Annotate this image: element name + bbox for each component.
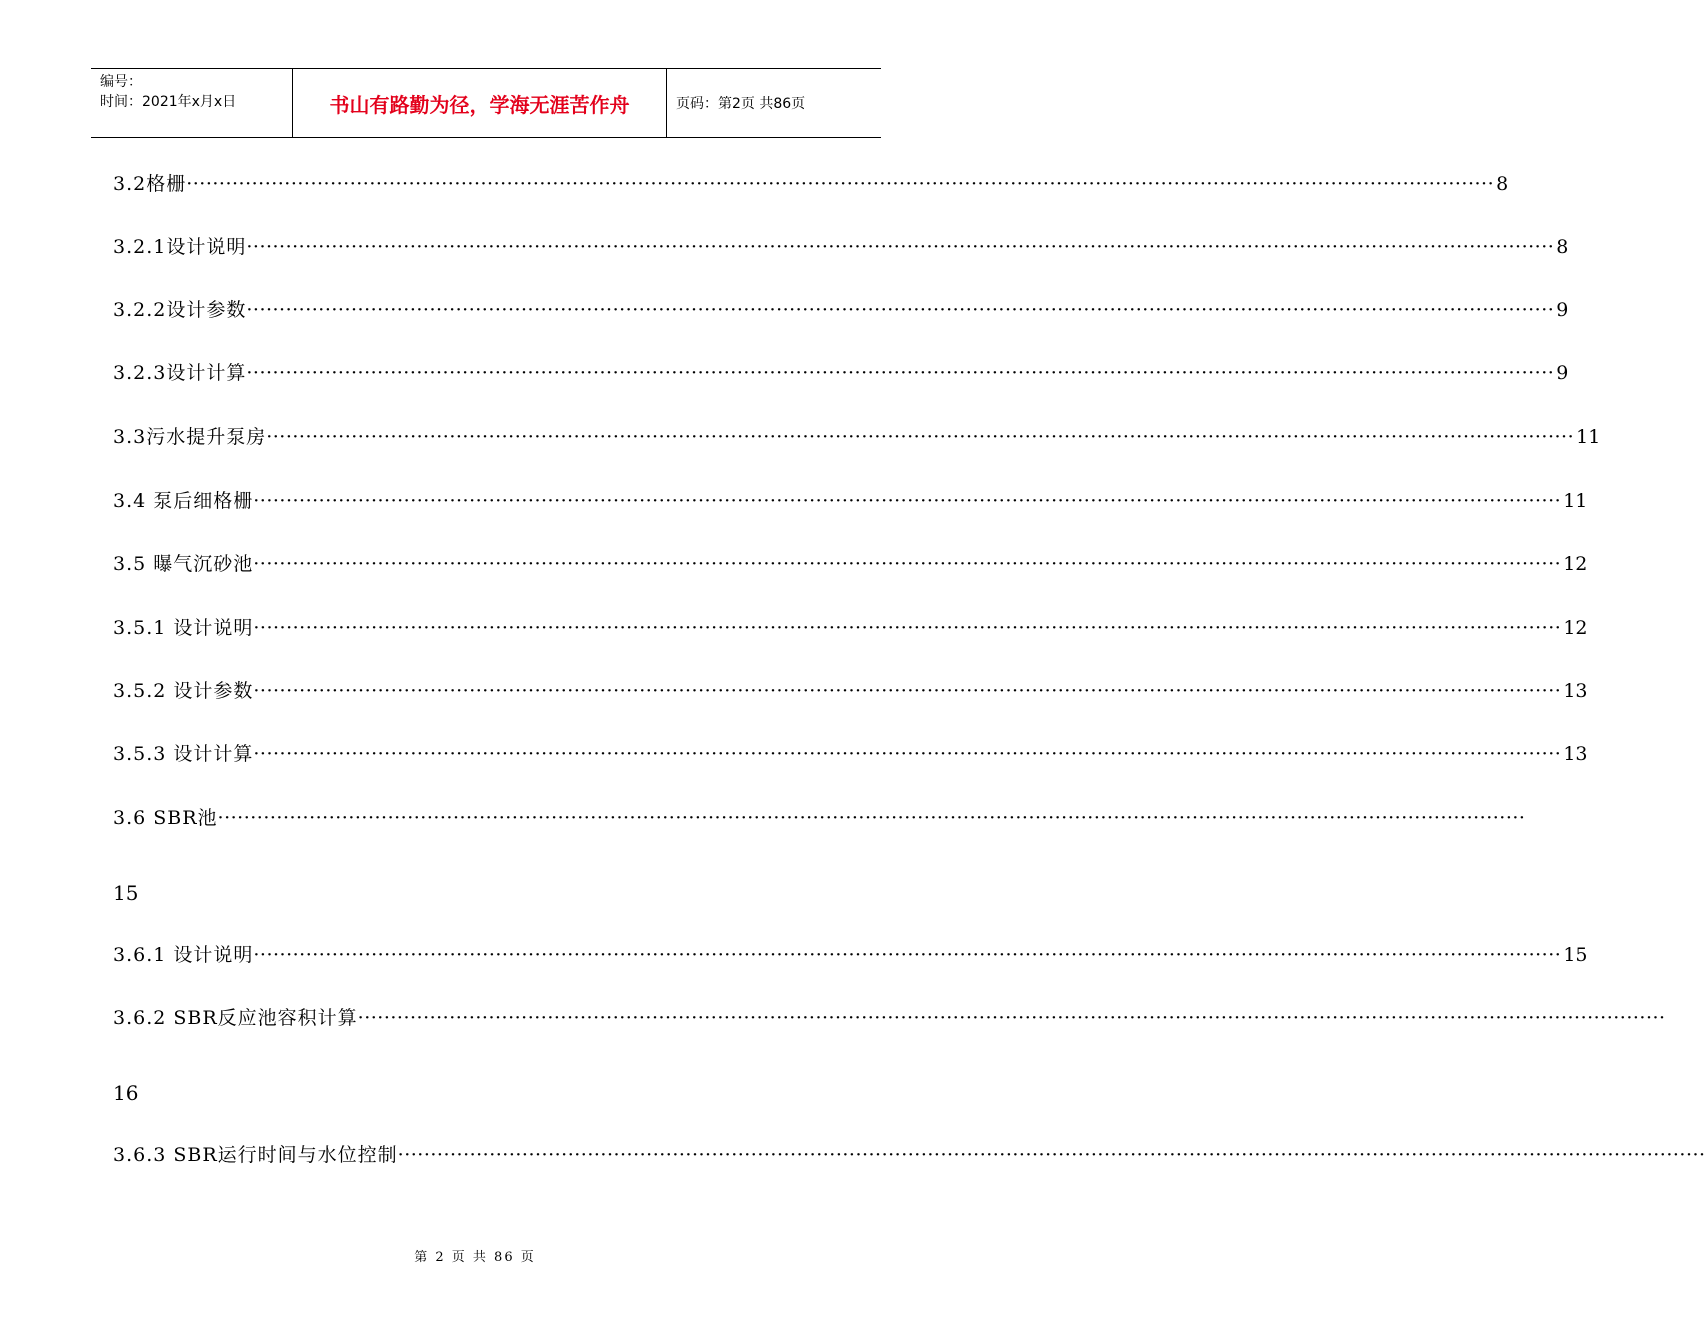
document-code: 编号： [100,74,142,90]
toc-entry-label: 3.5.2 设计参数 [113,680,254,702]
toc-entry-label: 3.3污水提升泵房 [113,426,267,448]
toc-entry-label: 3.4 泵后细格栅 [113,490,254,512]
header-motto: 书山有路勤为径，学海无涯苦作舟 [293,69,667,137]
toc-entry-label: 3.2.1设计说明 [113,236,247,258]
toc-entry-label: 3.5.1 设计说明 [113,617,254,639]
header-page-info: 页码：第2页 共86页 [676,96,806,112]
toc-leader: ········································································································································································································ [266,426,1575,448]
toc-leader: ········································································································································································································ [217,807,1526,829]
toc-leader: ········································································································································································································ [253,743,1562,765]
toc-entry-label: 3.2.3设计计算 [113,362,247,384]
toc-entry [113,229,1569,259]
toc-entry-page: 12 [1563,617,1588,639]
toc-leader: ········································································································································································································ [357,1007,1666,1029]
toc-entry-label: 3.5 曝气沉砂池 [113,553,254,575]
page-header [91,68,881,138]
toc-leader: ········································································································································································································ [186,173,1495,195]
toc-entry-page: 8 [1556,236,1569,258]
toc-entry [113,673,1588,703]
toc-leader: ········································································································································································································ [253,490,1562,512]
toc-leader: ········································································································································································································ [246,236,1555,258]
toc-entry [113,1137,1706,1167]
toc-entry [113,419,1601,449]
toc-entry [113,610,1588,640]
toc-wrapped-page-number: 15 [113,881,139,905]
toc-entry [113,937,1588,967]
toc-entry [113,292,1569,322]
toc-entry [113,355,1569,385]
toc-entry-page: 11 [1563,490,1588,512]
toc-entry-label: 3.2.2设计参数 [113,299,247,321]
toc-entry-label: 3.5.3 设计计算 [113,743,254,765]
toc-leader: ········································································································································································································ [253,944,1562,966]
toc-entry-page: 11 [1576,426,1601,448]
toc-entry [113,546,1588,576]
toc-entry-page: 8 [1496,173,1509,195]
toc-entry-label: 3.6.1 设计说明 [113,944,254,966]
toc-entry-page: 13 [1563,743,1588,765]
toc-entry-label: 3.6.2 SBR反应池容积计算 [113,1007,358,1029]
toc-leader: ········································································································································································································ [253,553,1562,575]
header-meta [91,69,293,137]
page-footer: 第 2 页 共 86 页 [414,1250,536,1265]
toc-entry-page: 9 [1556,362,1569,384]
toc-entry [113,166,1509,196]
toc-leader: ········································································································································································································ [246,299,1555,321]
toc-entry [113,736,1588,766]
toc-entry-page: 13 [1563,680,1588,702]
toc-leader: ········································································································································································································ [253,680,1562,702]
toc-entry [113,800,1526,830]
toc-entry [113,483,1588,513]
toc-leader: ········································································································································································································ [397,1144,1706,1166]
toc-leader: ········································································································································································································ [253,617,1562,639]
toc-wrapped-page-number: 16 [113,1081,139,1105]
toc-entry [113,1000,1666,1030]
toc-entry-label: 3.6 SBR池 [113,807,218,829]
toc-entry-label: 3.2格栅 [113,173,187,195]
document-time: 时间：2021年x月x日 [100,94,237,110]
toc-entry-page: 9 [1556,299,1569,321]
toc-entry-page: 12 [1563,553,1588,575]
toc-leader: ········································································································································································································ [246,362,1555,384]
toc-entry-page: 15 [1563,944,1588,966]
toc-entry-label: 3.6.3 SBR运行时间与水位控制 [113,1144,398,1166]
